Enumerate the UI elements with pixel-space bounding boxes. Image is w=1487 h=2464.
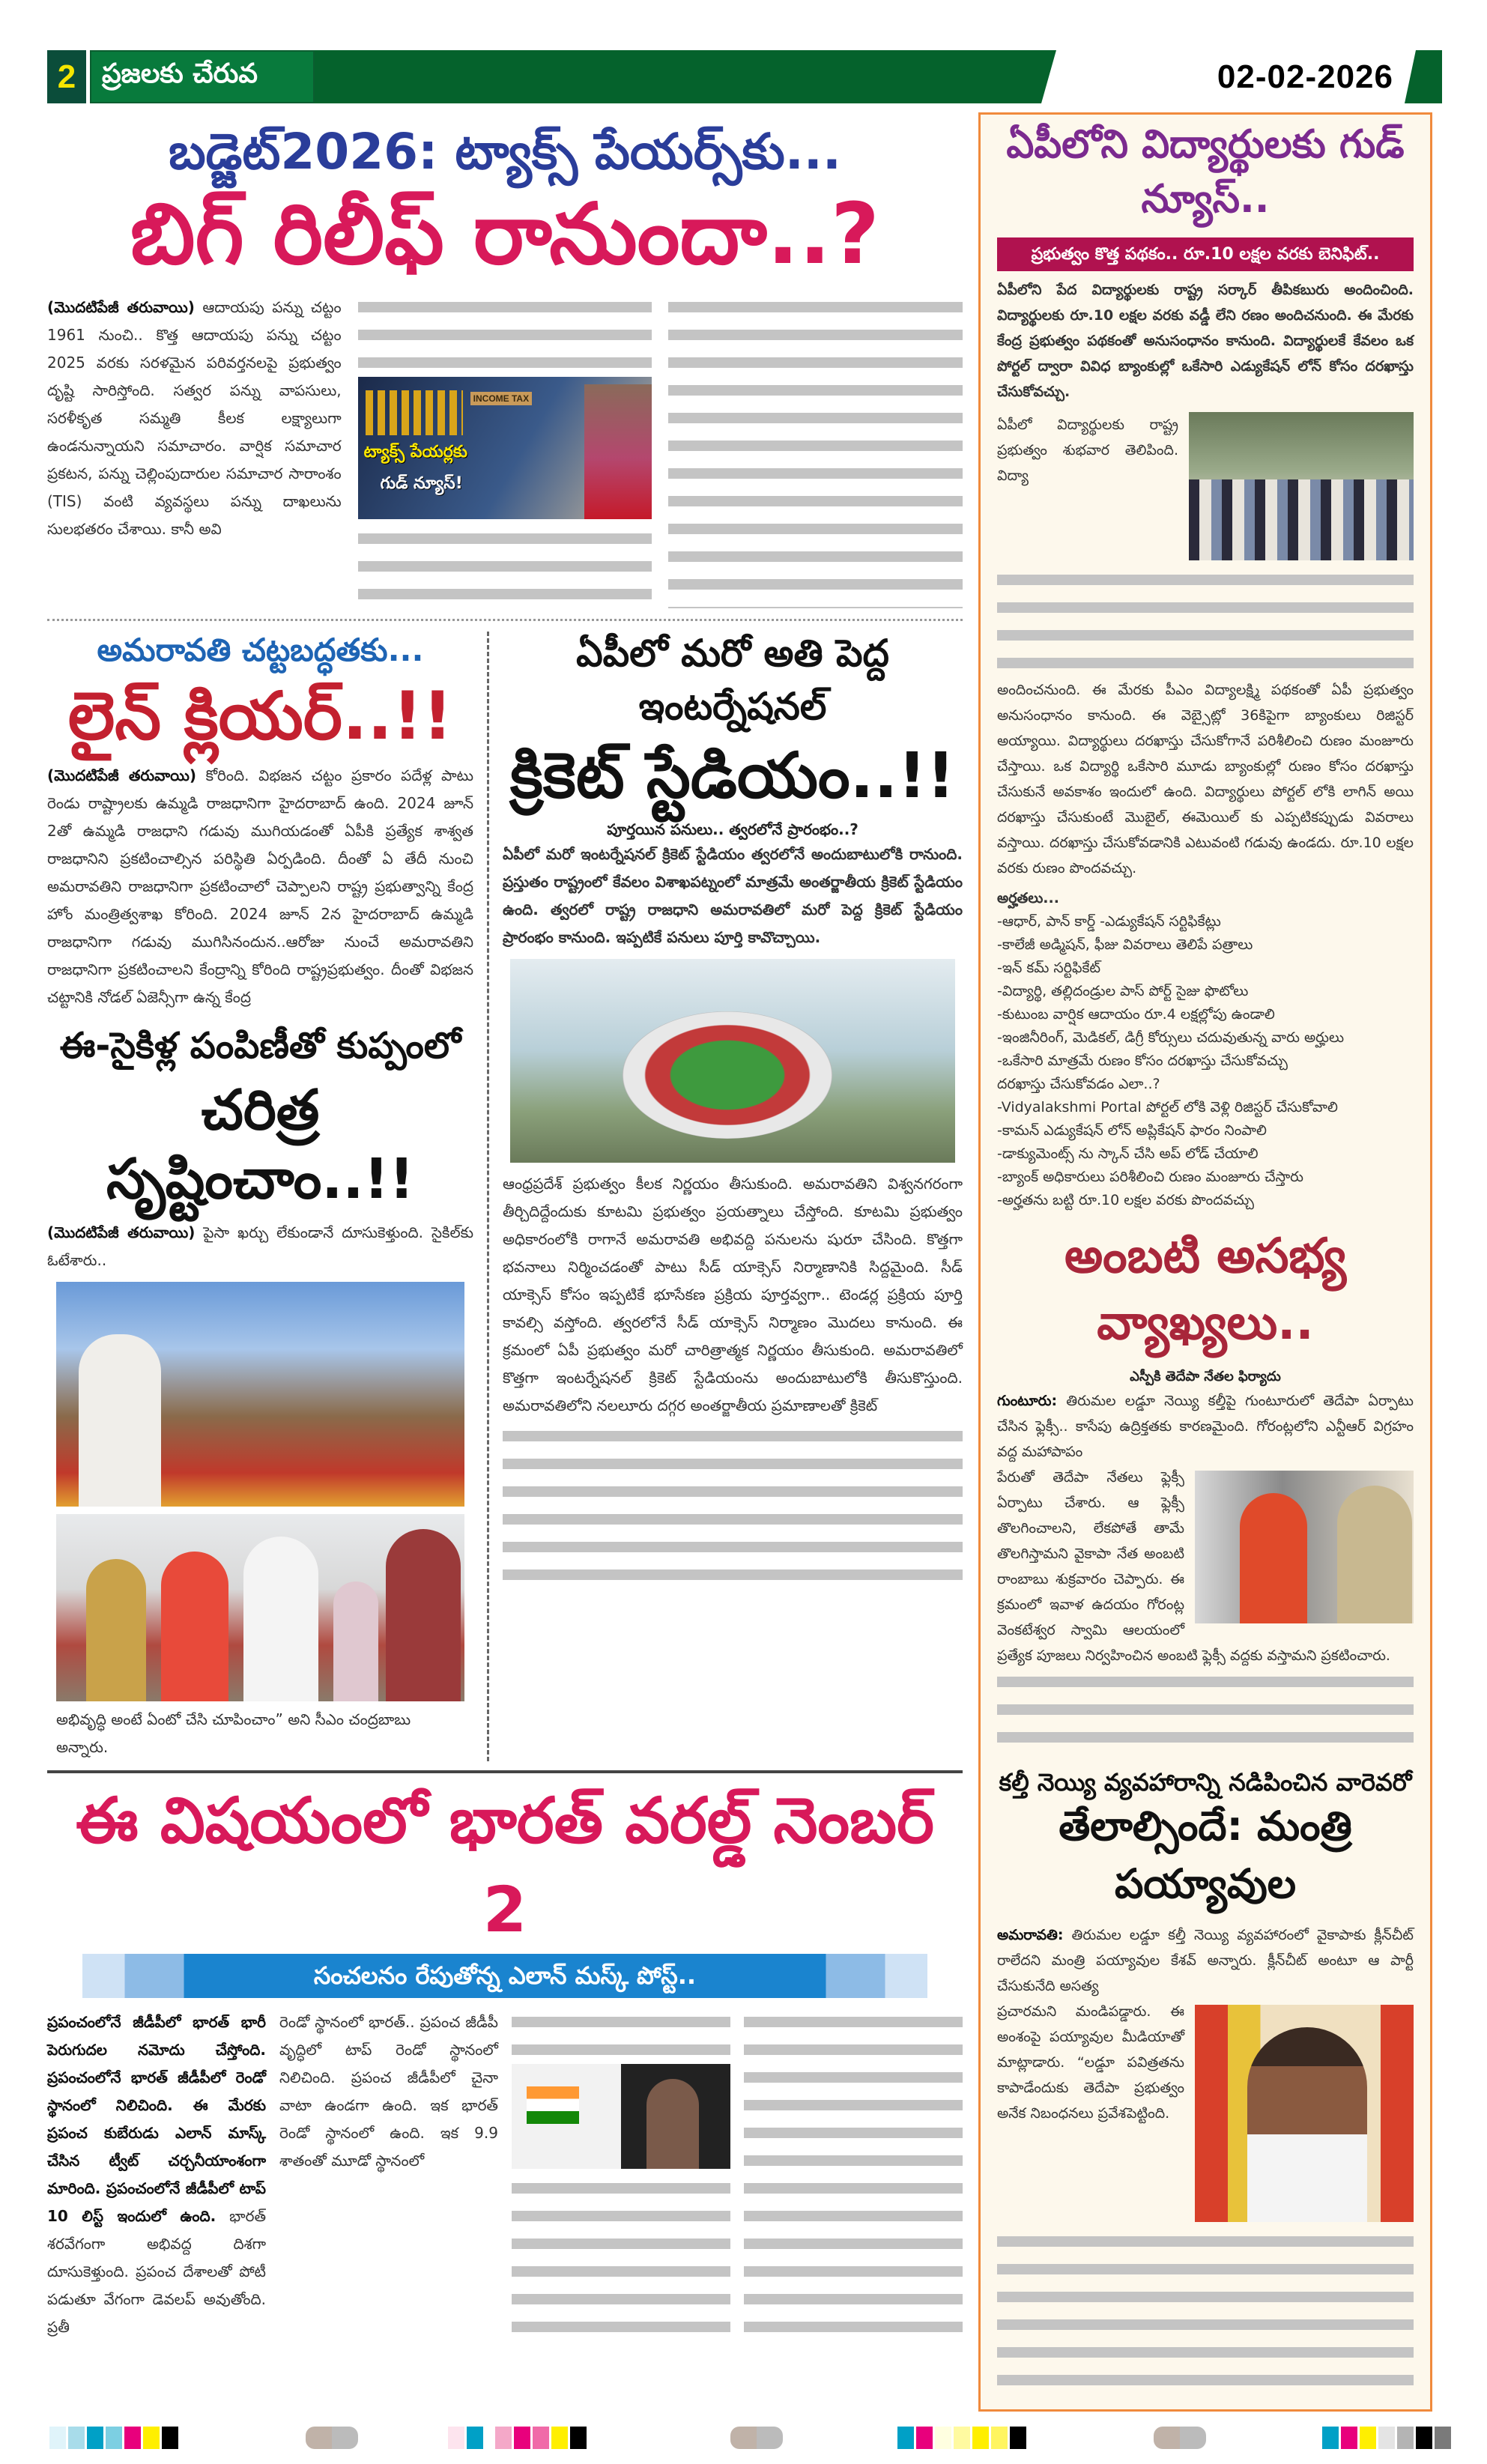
- payyavula-body: ప్రచారమని మండిపడ్డారు. ఈ అంశంపై పయ్యావుల మీడియాతో మాట్లాడారు. “లడ్డూ పవిత్రతను కాపాడేందుకు తెదేపా ప్రభుత్వం అనేక నిబంధనలు ప్రవేశపెట్టింది.: [997, 2003, 1184, 2122]
- list-item: -అర్హతను బట్టి రూ.10 లక్షల వరకు పొందవచ్చు: [997, 1192, 1255, 1208]
- stadium-text: ఆంధ్రప్రదేశ్ ప్రభుత్వం కీలక నిర్ణయం తీసుకుంది. అమరావతిని విశ్వనగరంగా తీర్చిదిద్దేందుకు కూటమి ప్రభుత్వం ప్రయత్నాలు చేస్తోంది. కూటమి ప్రభుత్వం అధికారంలోకి రాగానే అమరావతి అభివద్ది పనులను షురూ చేసింది. కొత్తగా భవనాలు నిర్మించడంతో పాటు సీడ్ యాక్సెస్ నిర్మాణానికి సిద్దమైంది. సీడ్ యాక్సెస్ కోసం ఇప్పటికే భూసేకణ ప్రక్రియ పూర్తవ్వగా.. టెండర్ల ప్రక్రియ పూర్తి కావల్సి వస్తోంది. త్వరలోనే సీడ్ యాక్సెస్ నిర్మాణం మొదలు కానుంది. ఈ క్రమంలో ఏపీ ప్రభుత్వం మరో చారిత్రాత్మక నిర్ణయం తీసుకుంది. అమరావతిలో కొత్తగా ఇంటర్నేషనల్ క్రికెట్ స్టేడియంను అందుబాటులోకి తీసుకొస్తుంది. అమరావతిలోని నలలూరు దగ్గర అంతర్జాతీయ ప్రమాణాలతో క్రికెట్: [503, 1174, 963, 1414]
- budget-kicker: బడ్జెట్2026: ట్యాక్స్ పేయర్స్‌కు...: [169, 123, 841, 181]
- budget-lead-text: ఆదాయపు పన్ను చట్టం 1961 నుంచి.. కొత్త ఆదాయపు పన్ను చట్టం 2025 వరకు సరళమైన పరివర్తనలపై ప్రభుత్వం దృష్టి సారిస్తోంది. సత్వర పన్ను వాపసులు, సరళీకృత సమ్మతి కీలక లక్ష్యాలుగా ఉండనున్నాయని సమాచారం. వార్షిక సమాచార ప్రకటన, పన్ను చెల్లింపుదారుల సమాచార సారాంశం (TIS) వంటి వ్యవస్థలు పన్ను దాఖలును సులభతరం చేశాయి. కానీ అవి: [47, 298, 342, 539]
- students-crowd: [1189, 479, 1414, 560]
- text-filler: [503, 1423, 963, 1587]
- budget-body: [47, 294, 963, 608]
- ecycle-photo-crowd: [56, 1282, 464, 1507]
- amaravati-body: [47, 762, 473, 1011]
- continued-label: (మొదటిపేజీ తరువాయి): [47, 298, 195, 317]
- stadium-headline: క్రికెట్ స్టేడియం..!!: [510, 739, 955, 813]
- text-filler: [512, 2009, 730, 2064]
- bharat-col-2: [279, 2009, 498, 2341]
- continued-label: (మొదటిపేజీ తరువాయి): [47, 1223, 196, 1241]
- list-item: -కాలేజీ అడ్మిషన్, ఫీజు వివరాలు తెలిపే పత్రాలు: [997, 936, 1253, 953]
- students-body-start-text: ఏపీలో విద్యార్థులకు రాష్ట్ర ప్రభుత్వం శుభవార తెలిపింది. విద్యా: [997, 417, 1178, 484]
- howto-title: దరఖాస్తు చేసుకోవడం ఎలా..?: [997, 1076, 1160, 1092]
- amaravati-text: కోరింది. విభజన చట్టం ప్రకారం పదేళ్ల పాటు రెండు రాష్ట్రాలకు ఉమ్మడి రాజధానిగా హైదరాబాద్ ఉంది. 2024 జూన్ 2తో ఉమ్మడి రాజధాని గడువు ముగియడంతో ఏపీకి ప్రత్యేక శాశ్వత రాజధానిని ప్రకటించాల్సిన పరిస్థితి ఏర్పడింది. దీంతో ఏ తేదీ నుంచి అమరావతిని రాజధానిగా ప్రకటించాలో చెప్పాలని రాష్ట్ర ప్రభుత్వాన్ని కేంద్ర హోం మంత్రిత్వశాఖ కోరింది. 2024 జూన్ 2న హైదరాబాద్ ఉమ్మడి రాజధానిగా గడువు ముగిసినందున..ఆరోజు నుంచే అమరావతిని రాజధానిగా ప్రకటించాలని కేంద్రాన్ని కోరింది రాష్ట్రప్రభుత్వం. దీంతో విభజన చట్టానికి నోడల్ ఏజెన్సీగా ఉన్న కేంద్ర: [47, 766, 473, 1006]
- ecycle-kicker: ఈ-సైకిళ్ల పంపిణీతో కుప్పంలో: [59, 1024, 461, 1067]
- budget-headline: బిగ్ రిలీఫ్ రానుందా..?: [130, 185, 879, 283]
- stadium-kicker: ఏపీలో మరో అతి పెద్ద ఇంటర్నేషనల్: [576, 632, 889, 729]
- print-color-bar: [448, 2427, 587, 2449]
- list-item: -కుటుంబ వార్షిక ఆదాయం రూ.4 లక్షల్లోపు ఉండాలి: [997, 1006, 1275, 1023]
- photo-caption: అభివృద్ధి అంటే ఏంటో చేసి చూపించాం” అని సీఎం చంద్రబాబు అన్నారు.: [56, 1710, 411, 1756]
- registration-mark: [730, 2427, 783, 2449]
- registration-mark: [1154, 2427, 1206, 2449]
- ambati-body: పేరుతో తెదేపా నేతలు ఫ్లెక్సీ ఏర్పాటు చేశారు. ఆ ఫ్లెక్సీ తొలగించాలని, లేకపోతే తామే తొలగిస్తామని వైకాపా నేత అంబటి రాంబాబు శుక్రవారం చెప్పారు. ఈ క్రమంలో ఇవాళ ఉదయం గోరంట్ల వెంకటేశ్వర స్వామి ఆలయంలో ప్రత్యేక పూజలు నిర్వహించిన అంబటి ఫ్లెక్సీ వద్దకు వస్తామని ప్రకటించారు.: [997, 1468, 1390, 1664]
- bharat-lead-bold: ప్రపంచంలోనే జీడీపీలో భారత్ భారీ పెరుగుదల నమోదు చేస్తోంది. ప్రపంచంలోనే భారత్ జీడీపీలో రెండో స్థానంలో నిలిచింది. ఈ మేరకు ప్రపంచ కుబేరుడు ఎలాన్ మాస్క్ చేసిన ట్వీట్ చర్చనీయాంశంగా మారింది. ప్రపంచంలోనే జీడీపీలో టాప్ 10 లిస్ట్ ఇందులో ఉంది.: [47, 2012, 266, 2225]
- stadium-lead: ఏపీలో మరో ఇంటర్నేషనల్ క్రికెట్ స్టేడియం త్వరలోనే అందుబాటులోకి రానుంది. ప్రస్తుతం రాష్ట్రంలో కేవలం విశాఖపట్నంలో మాత్రమే అంతర్జాతీయ క్రికెట్ స్టేడియం ఉంది. త్వరలో రాష్ట్ర రాజధాని అమరావతిలో మరో పెద్ద క్రికెట్ స్టేడియం ప్రారంభం కానుంది. ఇప్పటికే పనులు పూర్తి కావొచ్చాయి.: [503, 844, 963, 946]
- ecycle-lead: [47, 1219, 473, 1274]
- payyavula-lead-text: తిరుమల లడ్డూ కల్తీ నెయ్యి వ్యవహారంలో వైకాపాకు క్లీన్‌చీట్ రాలేదని మంత్రి పయ్యావుల కేశవ్ అన్నారు. క్లీన్‌చీట్ అంటూ ఆ పార్టీ చేసుకునేది అసత్య: [997, 1926, 1414, 1994]
- middle-section: [47, 632, 963, 1761]
- image-text-1: ట్యాక్స్ పేయర్లకు: [363, 443, 467, 462]
- ecycle-photo-family: [56, 1514, 464, 1701]
- section-divider: [47, 619, 963, 621]
- ambati-photo: [1195, 1471, 1414, 1623]
- eligibility-title: అర్హతలు...: [997, 890, 1059, 906]
- right-column: [489, 632, 963, 1761]
- text-filler: [358, 294, 652, 377]
- section-rule: [47, 1770, 963, 1773]
- continued-label: (మొదటిపేజీ తరువాయి): [47, 766, 196, 784]
- stadium-subhead: పూర్తయిన పనులు.. త్వరలోనే ప్రారంభం..?: [607, 820, 858, 838]
- image-text-2: గుడ్ న్యూస్!: [380, 474, 463, 494]
- ecycle-text: పైసా ఖర్చు లేకుండానే దూసుకెళ్తుంది. సైకిల్‌కు ఓటేశారు..: [47, 1223, 473, 1269]
- ambati-lead: [997, 1388, 1414, 1465]
- payyavula-filler: [997, 2228, 1414, 2394]
- income-tax-tag: INCOME TAX: [470, 392, 532, 405]
- students-body: అందించనుంది. ఈ మేరకు పీఎం విద్యాలక్ష్మి పథకంతో ఏపీ ప్రభుత్వం అనుసంధానం కానుంది. ఈ వెబ్సైట్లో 36కిపైగా బ్యాంకులు రిజిస్టర్ అయ్యాయి. విద్యార్థులు దరఖాస్తు చేసుకోగానే పరిశీలించి రుణం మంజూరు చేస్తాయి. ఒక విద్యార్థి ఒకేసారి మూడు బ్యాంకుల్లో రుణం కోసం దరఖాస్తు చేసుకునే అవకాశం ఇందులో ఉంది. విద్యార్థులు పోర్టల్ లోకి లాగిన్ అయి దరఖాస్తు చేసుకుంటే మొబైల్, ఈమెయిల్ కు ఎప్పటికప్పుడు వివరాలు వస్తాయి. దరఖాస్తు చేసుకోవడానికి ఎటువంటి గడువు ఉండదు. రూ.10 లక్షల వరకు రుణం పొందవచ్చు.: [997, 682, 1414, 877]
- sidebar-box: [978, 112, 1432, 2412]
- musk-figure: [646, 2079, 699, 2169]
- person-figure: [86, 1559, 146, 1701]
- ambati-lead-text: తిరుమల లడ్డూ నెయ్యి కల్తీపై గుంటూరులో తెదేపా ఏర్పాటు చేసిన ఫ్లెక్సీ.. కాసేపు ఉద్రిక్తతకు కారణమైంది. గోరంట్లలోని ఎన్టీఆర్ విగ్రహం వద్ద మహాపాపం: [997, 1392, 1414, 1460]
- bharat-ribbon-text: సంచలనం రేపుతోన్న ఎలాన్ మస్క్ పోస్ట్..: [313, 1961, 697, 1990]
- cm-figure: [79, 1334, 161, 1507]
- eligibility-list: [997, 887, 1414, 1212]
- bharat-col-3: [512, 2009, 730, 2341]
- amaravati-kicker: అమరావతి చట్టబద్ధతకు...: [97, 632, 424, 669]
- dateline: అమరావతి:: [997, 1926, 1064, 1943]
- print-color-bar: [49, 2427, 178, 2449]
- students-photo: [1189, 412, 1414, 560]
- budget-photo: [358, 377, 652, 519]
- person-figure: [161, 1552, 228, 1701]
- stadium-body: [503, 1170, 963, 1420]
- coin-stacks-icon: [366, 390, 463, 435]
- person-figure: [386, 1529, 461, 1701]
- left-column: [47, 632, 489, 1761]
- bharat-headline: ఈ విషయంలో భారత్ వరల్డ్ నెంబర్ 2: [76, 1783, 934, 1946]
- list-item: -విద్యార్థి, తల్లిదండ్రుల పాస్ పోర్ట్ సైజు ఫొటోలు: [997, 983, 1249, 999]
- text-filler: [512, 2175, 730, 2341]
- budget-col-1: [47, 294, 342, 608]
- bharat-col-4-text: [744, 2009, 963, 2341]
- person-figure: [243, 1537, 318, 1701]
- bharat-ribbon: [82, 1954, 927, 1998]
- print-color-bar: [897, 2427, 1026, 2449]
- bharat-col-1: [47, 2009, 266, 2341]
- bharat-photo: [512, 2064, 730, 2169]
- person-figure: [333, 1581, 378, 1701]
- india-flag-icon: [527, 2086, 579, 2124]
- amaravati-headline: లైన్ క్లియర్..!!: [67, 677, 453, 755]
- person-figure: [1240, 1493, 1307, 1623]
- budget-col-2: [358, 294, 652, 608]
- bharat-lead-text: భారత్ శరవేగంగా అభివద్ద దిశగా దూసుకెళ్తుంది. ప్రపంచ దేశాలతో పోటీ పడుతూ వేగంగా డెవలప్ అవుతోంది. ప్రతీ: [47, 2206, 267, 2336]
- list-item: -ఒకేసారి మాత్రమే రుణం కోసం దరఖాస్తు చేసుకోవచ్చు: [997, 1053, 1288, 1069]
- stadium-bowl: [623, 1011, 832, 1139]
- students-lead: ఏపీలోని పేద విద్యార్థులకు రాష్ట్ర సర్కార్ తీపికబురు అందించింది. విద్యార్థులకు రూ.10 లక్షల వరకు వడ్డీ లేని రణం అందిచనుంది. ఈ మేరకు కేంద్ర ప్రభుత్వం పథకంతో అనుసంధానం కానుంది. విద్యార్థులకే కేవలం ఒక పోర్టల్ ద్వారా వివిధ బ్యాంకుల్లో ఒకేసారి ఎడ్యుకేషన్ లోన్ కోసం దరఖాస్తు చేసుకోవచ్చు.: [997, 282, 1414, 400]
- list-item: -ఆధార్, పాన్ కార్డ్ -ఎడ్యుకేషన్ సర్టిఫికేట్లు: [997, 913, 1221, 930]
- ambati-filler: [997, 1668, 1414, 1752]
- bharat-body: [47, 2009, 963, 2341]
- stadium-rendering: [510, 959, 955, 1163]
- list-item: -ఇన్ కమ్ సర్టిఫికేట్: [997, 960, 1101, 976]
- minister-figure: [1247, 2027, 1367, 2222]
- minister-photo: [1195, 2005, 1414, 2222]
- print-color-bar: [1322, 2427, 1451, 2449]
- budget-col-3-text: [668, 294, 963, 608]
- ambati-subhead: ఎస్పీకి తెదేపా నేతల ఫిర్యాదు: [1130, 1369, 1281, 1384]
- payyavula-lead: [997, 1922, 1414, 1999]
- minister-figure: [584, 384, 652, 519]
- list-item: -బ్యాంక్ అధికారులు పరిశీలించి రుణం మంజూరు చేస్తారు: [997, 1169, 1303, 1185]
- main-content: [47, 120, 963, 2341]
- list-item: -డాక్యుమెంట్స్ ను స్కాన్ చేసి అప్ లోడ్ చేయాలి: [997, 1145, 1259, 1162]
- section-title: ప్రజలకు చేరువ: [90, 50, 315, 103]
- students-headline: ఏపీలోని విద్యార్థులకు గుడ్ న్యూస్..: [1006, 122, 1405, 222]
- registration-mark: [306, 2427, 358, 2449]
- person-figure: [1337, 1486, 1412, 1623]
- list-item: -Vidyalakshmi Portal పోర్టల్ లోకి వెళ్లి రిజిస్టర్ చేసుకోవాలి: [997, 1099, 1338, 1116]
- ecycle-headline: చరిత్ర సృష్టించాం..!!: [106, 1077, 414, 1212]
- payyavula-kicker: కల్తీ నెయ్యి వ్యవహారాన్ని నడిపించిన వారెవరో: [999, 1767, 1412, 1796]
- dateline: గుంటూరు:: [997, 1392, 1058, 1409]
- list-item: -ఇంజినీరింగ్, మెడికల్, డిగ్రీ కోర్సులు చదువుతున్న వారు అర్హులు: [997, 1029, 1345, 1046]
- payyavula-headline: తేలాల్సిందే: మంత్రి పయ్యావుల: [1059, 1802, 1352, 1907]
- students-ribbon: ప్రభుత్వం కొత్త పథకం.. రూ.10 లక్షల వరకు బెనిఫిట్..: [997, 237, 1414, 271]
- ambati-headline: అంబటి అసభ్య వ్యాఖ్యలు..: [1064, 1229, 1347, 1351]
- list-item: -కామన్ ఎడ్యుకేషన్ లోన్ అప్లికేషన్ ఫారం నింపాలి: [997, 1122, 1267, 1139]
- text-filler: [358, 525, 652, 608]
- bharat-col2-text: రెండో స్థానంలో భారత్.. ప్రపంచ జీడీపీ వృద్ధిలో టాప్ రెండో స్థానంలో నిలిచింది. ప్రపంచ జీడీపీలో చైనా వాటా ఉండగా ఉంది. ఇక భారత్ రెండో స్థానంలో ఉంది. ఇక 9.9 శాతంతో మూడో స్థానంలో: [279, 2012, 498, 2170]
- students-body-filler: [997, 566, 1414, 677]
- issue-date: 02-02-2026: [1217, 58, 1393, 95]
- page-number: 2: [47, 50, 86, 103]
